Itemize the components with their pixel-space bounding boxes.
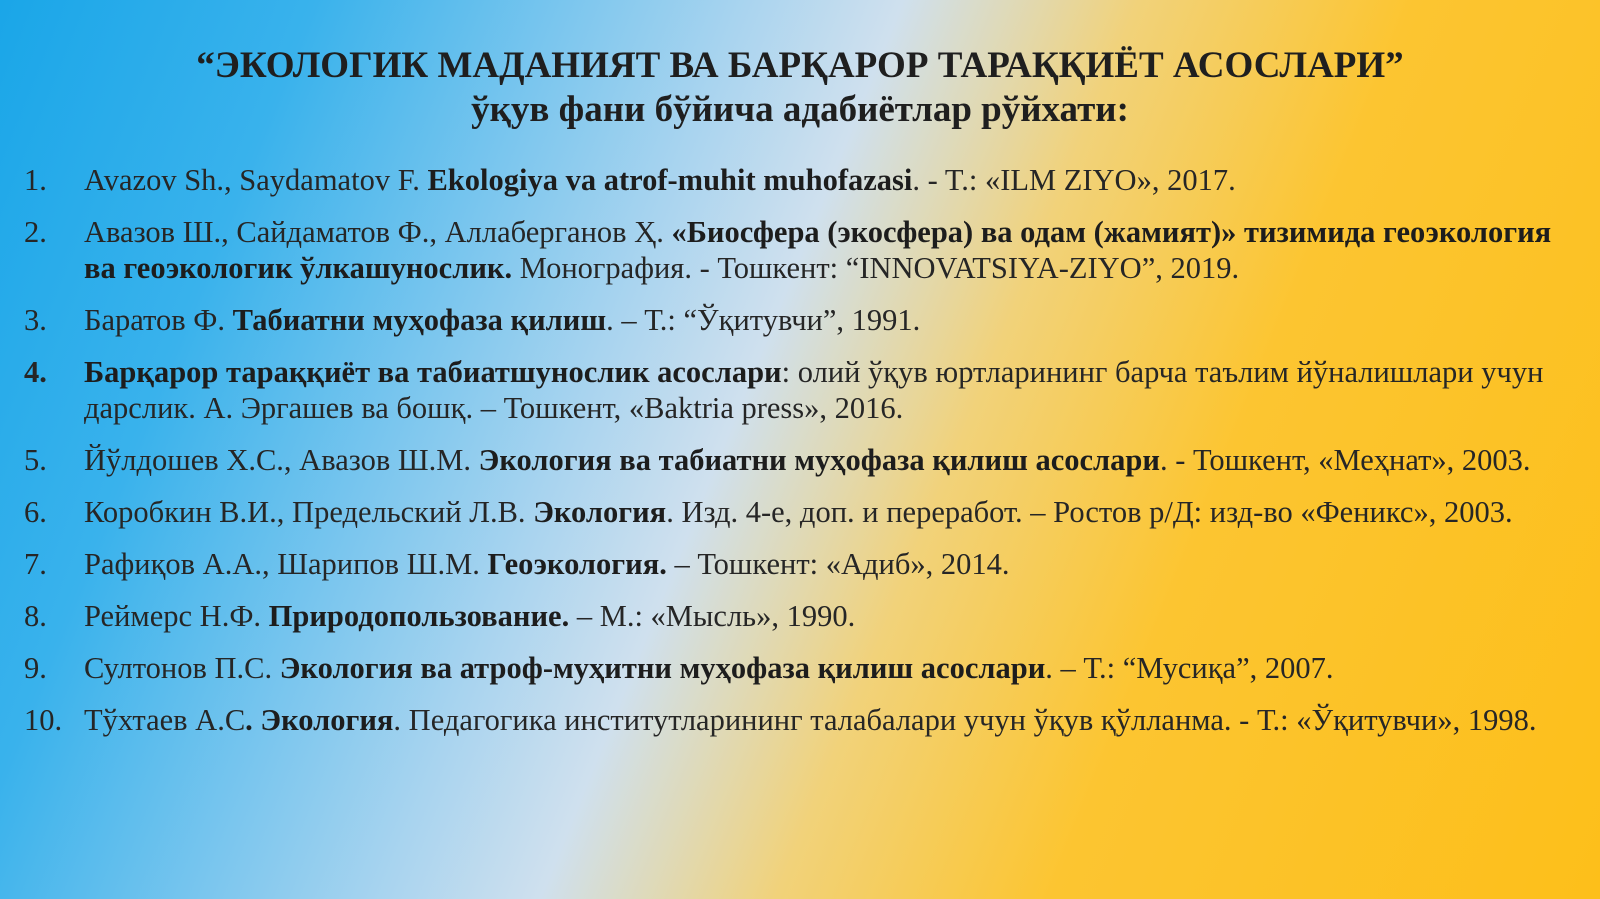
reference-item <box>0 442 1600 478</box>
reference-publisher: – М.: «Мысль», 1990. <box>569 599 856 633</box>
reference-publisher: . Изд. 4-е, доп. и переработ. – Ростов р/Д: изд-во «Феникс», 2003. <box>666 495 1513 529</box>
reference-authors: Коробкин В.И., Предельский Л.В. <box>84 495 534 529</box>
reference-number: 2. <box>24 215 47 249</box>
reference-title: «Биосфера (экосфера) ва одам (жамият)» тизимида геоэкология ва геоэкологик ўлкашунослик. <box>84 215 1552 285</box>
reference-title: Табиатни муҳофаза қилиш <box>232 303 607 337</box>
reference-authors: Avazov Sh., Saydamatov F. <box>84 163 428 197</box>
reference-authors: Тўхтаев А.С <box>84 703 246 737</box>
reference-item <box>0 546 1600 582</box>
reference-item <box>0 302 1600 338</box>
reference-authors: Реймерс Н.Ф. <box>84 599 269 633</box>
reference-authors: Султонов П.С. <box>84 651 280 685</box>
reference-number: 1. <box>24 163 47 197</box>
slide-title <box>0 44 1600 132</box>
reference-number: 5. <box>24 443 47 477</box>
reference-item <box>0 214 1600 286</box>
title-line-2: ўқув фани бўйича адабиётлар рўйхати: <box>471 89 1129 130</box>
reference-number: 10. <box>24 703 63 737</box>
reference-authors: Авазов Ш., Сайдаматов Ф., Аллаберганов Ҳ. <box>84 215 672 249</box>
reference-title: Экология ва атроф-муҳитни муҳофаза қилиш асослари <box>279 651 1046 685</box>
reference-number: 4. <box>24 355 47 389</box>
reference-publisher: . – Т.: “Мусиқа”, 2007. <box>1045 651 1334 685</box>
title-line-1: “ЭКОЛОГИК МАДАНИЯТ ВА БАРҚАРОР ТАРАҚҚИЁТ АСОСЛАРИ” <box>196 45 1404 86</box>
reference-item <box>0 354 1600 426</box>
reference-publisher: . - Тошкент, «Меҳнат», 2003. <box>1159 443 1531 477</box>
reference-title: Ekologiya va atrof-muhit muhofazasi <box>427 163 913 197</box>
reference-number: 8. <box>24 599 47 633</box>
reference-number: 7. <box>24 547 47 581</box>
reference-publisher: – Тошкент: «Адиб», 2014. <box>666 547 1010 581</box>
reference-title: Геоэкология. <box>487 547 667 581</box>
reference-number: 6. <box>24 495 47 529</box>
reference-title: Природопользование. <box>268 599 570 633</box>
reference-publisher: . Педагогика институтларининг талабалари учун ўқув қўлланма. - Т.: «Ўқитувчи», 1998. <box>393 703 1537 737</box>
reference-title: . Экология <box>245 703 394 737</box>
reference-item <box>0 702 1600 738</box>
reference-publisher: : олий ўқув юртларининг барча таълим йўналишлари учун дарслик. А. Эргашев ва бошқ. – Тошкент, «Baktria press», 2016. <box>84 355 1544 425</box>
reference-item <box>0 650 1600 686</box>
reference-authors: Йўлдошев Х.С., Авазов Ш.М. <box>84 443 479 477</box>
reference-list <box>0 162 1600 754</box>
reference-publisher: . - T.: «ILM ZIYO», 2017. <box>912 163 1236 197</box>
reference-number: 9. <box>24 651 47 685</box>
reference-number: 3. <box>24 303 47 337</box>
reference-authors: Рафиқов А.А., Шарипов Ш.М. <box>84 547 488 581</box>
reference-title: Экология ва табиатни муҳофаза қилиш асослари <box>478 443 1160 477</box>
reference-publisher: . – Т.: “Ўқитувчи”, 1991. <box>606 303 921 337</box>
reference-authors: Баратов Ф. <box>84 303 233 337</box>
reference-publisher: Монография. - Тошкент: “INNOVATSIYA-ZIYO”, 2019. <box>512 251 1240 285</box>
reference-item <box>0 494 1600 530</box>
reference-item <box>0 162 1600 198</box>
reference-title: Барқарор тараққиёт ва табиатшунослик асослари <box>84 355 782 389</box>
reference-item <box>0 598 1600 634</box>
reference-title: Экология <box>533 495 667 529</box>
